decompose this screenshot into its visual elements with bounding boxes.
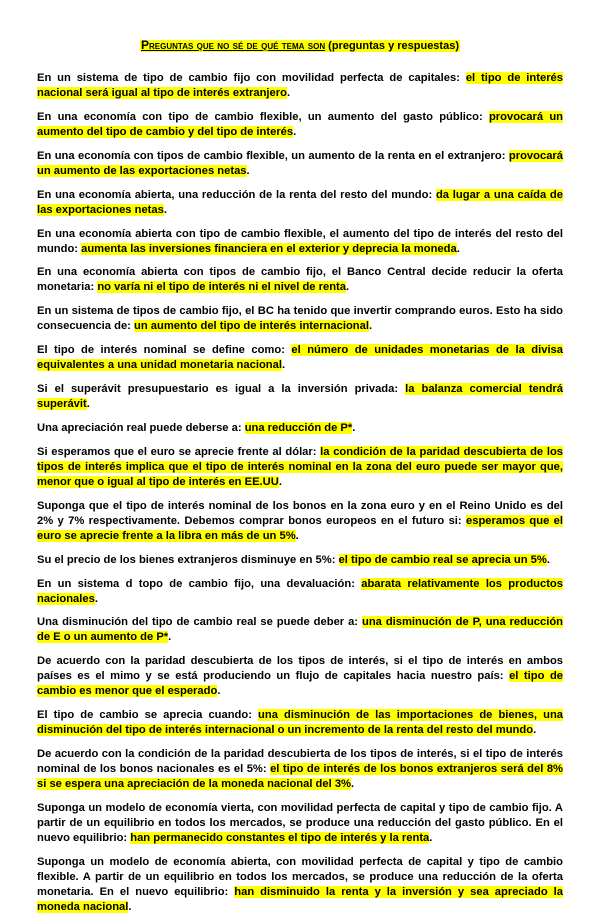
title-main: Preguntas que no sé de qué tema son	[141, 38, 326, 52]
answer-highlight: un aumento del tipo de interés internacional	[134, 320, 369, 333]
qa-item	[37, 188, 563, 218]
qa-item	[37, 855, 563, 915]
page-title	[0, 38, 600, 52]
answer-period: .	[163, 203, 167, 216]
question-text: Una disminución del tipo de cambio real se puede deber a:	[37, 616, 362, 629]
qa-item	[37, 71, 563, 101]
qa-item	[37, 654, 563, 699]
answer-period: .	[278, 475, 282, 488]
question-text: En una economía abierta con tipos de cambio fijo, el Banco Central decide reducir la oferta monetaria:	[37, 266, 563, 294]
qa-item	[37, 445, 563, 490]
answer-period: .	[346, 281, 350, 294]
answer-highlight: el número de unidades monetarias de la divisa equivalentes a una unidad monetaria nacional	[37, 344, 563, 372]
title-subtitle: (preguntas y respuestas)	[328, 40, 459, 52]
answer-highlight: abarata relativamente los productos nacionales	[37, 577, 563, 605]
answer-period: .	[546, 553, 550, 566]
question-text: Suponga que el tipo de interés nominal de los bonos en la zona euro y en el Reino Unido es del 2% y 7% respectivamente. Debemos comprar bonos europeos en el futuro si:	[37, 499, 563, 527]
answer-highlight: la balanza comercial tendrá superávit	[37, 383, 564, 411]
answer-period: .	[429, 832, 433, 845]
question-text: En un sistema de tipos de cambio fijo, el BC ha tenido que invertir comprando euros. Esto ha sido consecuencia de:	[37, 305, 563, 333]
answer-highlight: el tipo de interés nacional será igual al tipo de interés extranjero	[37, 72, 563, 99]
qa-item	[37, 577, 563, 607]
qa-item	[37, 747, 563, 792]
answer-period: .	[286, 87, 291, 99]
qa-item	[37, 304, 563, 334]
question-text: Una apreciación real puede deberse a:	[37, 422, 245, 435]
answer-period: .	[456, 242, 460, 255]
answer-highlight: el tipo de cambio es menor que el esperado	[37, 670, 563, 698]
question-text: De acuerdo con la condición de la paridad descubierta de los tipos de interés, si el tipo de interés nominal de los bonos nacionales es el 5%:	[37, 748, 563, 776]
question-text: Su el precio de los bienes extranjeros disminuye en 5%:	[37, 553, 339, 566]
answer-period: .	[352, 422, 356, 435]
qa-item	[37, 553, 563, 568]
title-highlight	[140, 40, 460, 52]
qa-item	[37, 265, 563, 295]
answer-highlight: una disminución de las importaciones de bienes, una disminución del tipo de interés internacional o un incremento de la renta del resto del mundo	[37, 709, 563, 737]
qa-item	[37, 801, 563, 846]
answer-highlight: han permanecido constantes el tipo de interés y la renta	[130, 832, 430, 845]
question-text: En una economía con tipo de cambio flexible, un aumento del gasto público:	[37, 110, 489, 123]
qa-item	[37, 499, 563, 544]
qa-item	[37, 110, 563, 140]
answer-highlight: han disminuido la renta y la inversión y sea apreciado la moneda nacional	[37, 885, 563, 913]
question-text: De acuerdo con la paridad descubierta de los tipos de interés, si el tipo de interés en ambos países es el mimo y se está produciendo un flujo de capitales hacia nuestro país:	[37, 655, 563, 683]
question-text: En una economía abierta, una reducción de la renta del resto del mundo:	[37, 188, 436, 201]
qa-item	[37, 708, 563, 738]
qa-item	[37, 382, 563, 412]
qa-item	[37, 615, 563, 645]
question-text: Suponga un modelo de economía vierta, con movilidad perfecta de capital y tipo de cambio fijo. A partir de un equilibrio en todos los mercados, se produce una reducción del gasto público. En el nuevo equilibrio:	[37, 802, 563, 845]
question-text: El tipo de cambio se aprecia cuando:	[37, 709, 259, 722]
answer-highlight: provocará un aumento de las exportaciones netas	[37, 149, 563, 177]
answer-highlight: el tipo de cambio real se aprecia un 5%	[338, 553, 547, 566]
answer-period: .	[351, 778, 355, 791]
answer-highlight: no varía ni el tipo de interés ni el nivel de renta	[97, 281, 346, 294]
qa-item	[37, 421, 563, 436]
answer-highlight: una disminución de P, una reducción de E o un aumento de P*	[37, 616, 563, 644]
answer-highlight: da lugar a una caída de las exportaciones netas	[37, 188, 563, 216]
answer-period: .	[533, 724, 537, 737]
question-text: En una economía abierta con tipo de cambio flexible, el aumento del tipo de interés del resto del mundo:	[37, 227, 563, 255]
question-text: En un sistema de tipo de cambio fijo con movilidad perfecta de capitales:	[37, 72, 466, 84]
answer-highlight: provocará un aumento del tipo de cambio y del tipo de interés	[37, 110, 564, 138]
answer-period: .	[281, 359, 286, 372]
answer-period: .	[217, 685, 221, 698]
question-text: El tipo de interés nominal se define como:	[37, 344, 292, 357]
answer-period: .	[246, 164, 250, 177]
answer-period: .	[128, 900, 132, 913]
question-text: En un sistema d topo de cambio fijo, una devaluación:	[37, 577, 362, 590]
answer-period: .	[94, 592, 98, 605]
qa-item	[37, 227, 563, 257]
question-answer-list	[37, 71, 563, 924]
answer-highlight: una reducción de P*	[244, 422, 353, 435]
qa-item	[37, 343, 563, 373]
answer-period: .	[368, 320, 373, 333]
question-text: Si el superávit presupuestario es igual a la inversión privada:	[37, 383, 406, 396]
question-text: Suponga un modelo de economía abierta, con movilidad perfecta de capital y tipo de cambio flexible. A partir de un equilibrio en todos los mercados, se produce una reducción de la oferta monetaria. En el nuevo equilibrio:	[37, 855, 563, 898]
answer-period: .	[293, 125, 297, 138]
answer-period: .	[295, 529, 299, 542]
answer-highlight: el tipo de interés de los bonos extranjeros será del 8% si se espera una apreciación de la moneda nacional del 3%	[37, 763, 563, 791]
qa-item	[37, 149, 563, 179]
answer-highlight: esperamos que el euro se aprecie frente a la libra en más de un 5%	[37, 514, 564, 542]
answer-period: .	[86, 398, 90, 411]
question-text: Si esperamos que el euro se aprecie frente al dólar:	[37, 445, 321, 458]
answer-highlight: aumenta las inversiones financiera en el exterior y deprecia la moneda	[81, 242, 457, 255]
answer-highlight: la condición de la paridad descubierta de los tipos de interés implica que el tipo de interés nominal en la zona del euro puede ser mayor que, menor que o igual al tipo de interés en EE.UU	[37, 445, 563, 488]
answer-period: .	[168, 631, 172, 644]
question-text: En una economía con tipos de cambio flexible, un aumento de la renta en el extranjero:	[37, 149, 509, 162]
